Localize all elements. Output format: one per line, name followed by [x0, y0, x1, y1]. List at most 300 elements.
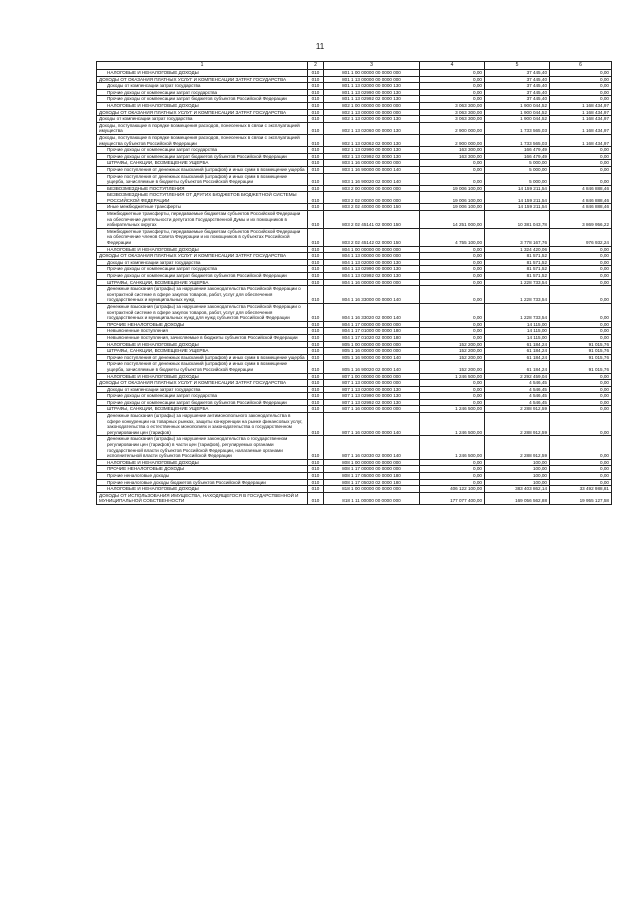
row-approved-cell: 0,00	[420, 259, 485, 266]
row-name-cell: Доходы от компенсации затрат государства	[97, 386, 308, 393]
row-approved-cell: 0,00	[420, 83, 485, 90]
row-line-code-cell: 010	[308, 266, 324, 273]
row-budget-code-cell: 804 1 16 33000 00 0000 140	[324, 286, 420, 304]
table-row	[97, 479, 612, 486]
row-name-cell: ПРОЧИЕ НЕНАЛОГОВЫЕ ДОХОДЫ	[97, 466, 308, 473]
table-row	[97, 253, 612, 260]
row-approved-cell: 152 200,00	[420, 348, 485, 355]
row-budget-code-cell: 805 1 00 00000 00 0000 000	[324, 341, 420, 348]
row-unexecuted-cell: 0,00	[550, 83, 612, 90]
row-line-code-cell: 010	[308, 459, 324, 466]
table-row	[97, 102, 612, 109]
row-unexecuted-cell: 0,00	[550, 393, 612, 400]
row-approved-cell: 3 063 300,00	[420, 102, 485, 109]
row-approved-cell: 0,00	[420, 266, 485, 273]
row-line-code-cell: 010	[308, 406, 324, 413]
row-line-code-cell: 010	[308, 286, 324, 304]
row-executed-cell: 14 159 211,54	[485, 192, 550, 204]
row-budget-code-cell: 804 1 16 00000 00 0000 000	[324, 279, 420, 286]
row-line-code-cell: 010	[308, 321, 324, 328]
row-unexecuted-cell: 91 015,76	[550, 354, 612, 361]
row-unexecuted-cell: 4 846 888,46	[550, 204, 612, 211]
row-budget-code-cell: 803 1 16 00000 00 0000 000	[324, 160, 420, 167]
row-name-cell: ДОХОДЫ ОТ ОКАЗАНИЯ ПЛАТНЫХ УСЛУГ И КОМПЕНСАЦИИ ЗАТРАТ ГОСУДАРСТВА	[97, 109, 308, 116]
row-approved-cell: 19 006 100,00	[420, 185, 485, 192]
row-executed-cell: 1 324 420,06	[485, 246, 550, 253]
row-line-code-cell: 010	[308, 341, 324, 348]
row-executed-cell: 61 184,24	[485, 341, 550, 348]
row-line-code-cell: 010	[308, 393, 324, 400]
row-executed-cell: 2 288 912,59	[485, 436, 550, 459]
row-executed-cell: 81 571,52	[485, 266, 550, 273]
row-unexecuted-cell: 0,00	[550, 273, 612, 280]
row-name-cell: ШТРАФЫ, САНКЦИИ, ВОЗМЕЩЕНИЕ УЩЕРБА	[97, 348, 308, 355]
row-budget-code-cell: 804 1 17 00000 00 0000 000	[324, 321, 420, 328]
table-row	[97, 328, 612, 335]
row-name-cell: НАЛОГОВЫЕ И НЕНАЛОГОВЫЕ ДОХОДЫ	[97, 486, 308, 493]
row-name-cell: НАЛОГОВЫЕ И НЕНАЛОГОВЫЕ ДОХОДЫ	[97, 459, 308, 466]
row-line-code-cell: 010	[308, 386, 324, 393]
row-executed-cell: 1 900 044,52	[485, 116, 550, 123]
row-executed-cell: 4 546,45	[485, 393, 550, 400]
row-executed-cell: 100,00	[485, 473, 550, 480]
row-executed-cell: 2 292 459,04	[485, 373, 550, 380]
row-line-code-cell: 010	[308, 492, 324, 504]
row-budget-code-cell: 801 1 13 02000 00 0000 130	[324, 83, 420, 90]
row-line-code-cell: 010	[308, 373, 324, 380]
row-executed-cell: 37 445,40	[485, 70, 550, 77]
row-unexecuted-cell: 0,00	[550, 259, 612, 266]
row-line-code-cell: 010	[308, 354, 324, 361]
table-row	[97, 393, 612, 400]
row-executed-cell: 14 159 211,54	[485, 185, 550, 192]
row-executed-cell: 1 228 733,54	[485, 279, 550, 286]
row-budget-code-cell: 804 1 13 02992 02 0000 130	[324, 273, 420, 280]
row-executed-cell: 2 288 912,59	[485, 406, 550, 413]
row-unexecuted-cell: 0,00	[550, 321, 612, 328]
row-line-code-cell: 010	[308, 486, 324, 493]
row-name-cell: Доходы, поступающие в порядке возмещения расходов, понесенных в связи с эксплуатацией имущества	[97, 122, 308, 134]
row-approved-cell: 0,00	[420, 399, 485, 406]
row-budget-code-cell: 803 2 00 00000 00 0000 000	[324, 185, 420, 192]
row-name-cell: Доходы от компенсации затрат государства	[97, 259, 308, 266]
row-unexecuted-cell: 0,00	[550, 399, 612, 406]
table-row	[97, 70, 612, 77]
row-approved-cell: 406 122 100,00	[420, 486, 485, 493]
row-unexecuted-cell: 1 168 434,97	[550, 109, 612, 116]
row-executed-cell: 37 445,40	[485, 96, 550, 103]
row-line-code-cell: 010	[308, 246, 324, 253]
row-line-code-cell: 010	[308, 185, 324, 192]
row-name-cell: Прочие доходы от компенсации затрат бюджетов субъектов Российской Федерации	[97, 273, 308, 280]
row-budget-code-cell: 805 1 16 90020 02 0000 140	[324, 361, 420, 373]
row-name-cell: Прочие доходы от компенсации затрат бюджетов субъектов Российской Федерации	[97, 96, 308, 103]
table-row	[97, 334, 612, 341]
row-approved-cell: 0,00	[420, 160, 485, 167]
row-budget-code-cell: 807 1 13 02992 02 0000 130	[324, 399, 420, 406]
row-unexecuted-cell: 976 932,24	[550, 228, 612, 246]
row-executed-cell: 2 288 912,59	[485, 413, 550, 436]
row-name-cell: Прочие доходы от компенсации затрат бюджетов субъектов Российской Федерации	[97, 399, 308, 406]
row-budget-code-cell: 802 1 00 00000 00 0000 000	[324, 102, 420, 109]
row-unexecuted-cell: 0,00	[550, 89, 612, 96]
row-budget-code-cell: 807 1 00 00000 00 0000 000	[324, 373, 420, 380]
row-executed-cell: 166 479,49	[485, 153, 550, 160]
row-executed-cell: 61 184,24	[485, 361, 550, 373]
row-approved-cell: 2 900 000,00	[420, 122, 485, 134]
row-approved-cell: 0,00	[420, 70, 485, 77]
row-executed-cell: 166 479,49	[485, 147, 550, 154]
row-name-cell: Прочие доходы от компенсации затрат государства	[97, 89, 308, 96]
row-budget-code-cell: 802 1 13 02000 00 0000 130	[324, 116, 420, 123]
row-name-cell: Межбюджетные трансферты, передаваемые бюджетам субъектов Российской Федерации на обеспечение деятельности депутатов Государственной Думы и их помощников в избирательных округах	[97, 211, 308, 229]
table-body	[97, 70, 612, 505]
table-row	[97, 406, 612, 413]
table-row	[97, 273, 612, 280]
row-approved-cell: 19 006 100,00	[420, 192, 485, 204]
row-name-cell: Прочие доходы от компенсации затрат государства	[97, 393, 308, 400]
row-unexecuted-cell: 1 168 434,97	[550, 134, 612, 146]
row-line-code-cell: 010	[308, 96, 324, 103]
row-executed-cell: 1 228 733,54	[485, 286, 550, 304]
row-name-cell: Прочие доходы от компенсации затрат государства	[97, 266, 308, 273]
table-row	[97, 153, 612, 160]
row-budget-code-cell: 803 2 02 45142 02 0000 150	[324, 228, 420, 246]
row-unexecuted-cell: 4 846 888,46	[550, 192, 612, 204]
column-header: 5	[485, 62, 550, 70]
row-approved-cell: 0,00	[420, 273, 485, 280]
row-unexecuted-cell: 0,00	[550, 76, 612, 83]
row-budget-code-cell: 803 2 02 45141 02 0000 150	[324, 211, 420, 229]
row-name-cell: НАЛОГОВЫЕ И НЕНАЛОГОВЫЕ ДОХОДЫ	[97, 373, 308, 380]
row-executed-cell: 14 159 211,54	[485, 204, 550, 211]
row-unexecuted-cell: 0,00	[550, 466, 612, 473]
row-unexecuted-cell: 0,00	[550, 147, 612, 154]
row-budget-code-cell: 804 1 13 02990 00 0000 130	[324, 266, 420, 273]
table-row	[97, 399, 612, 406]
table-row	[97, 246, 612, 253]
row-executed-cell: 37 445,40	[485, 76, 550, 83]
row-executed-cell: 5 000,00	[485, 173, 550, 185]
row-budget-code-cell: 818 1 11 00000 00 0000 000	[324, 492, 420, 504]
row-name-cell: БЕЗВОЗМЕЗДНЫЕ ПОСТУПЛЕНИЯ ОТ ДРУГИХ БЮДЖЕТОВ БЮДЖЕТНОЙ СИСТЕМЫ РОССИЙСКОЙ ФЕДЕРАЦИИ	[97, 192, 308, 204]
row-budget-code-cell: 805 1 16 90000 00 0000 140	[324, 354, 420, 361]
row-executed-cell: 61 184,24	[485, 348, 550, 355]
row-executed-cell: 4 546,45	[485, 386, 550, 393]
row-line-code-cell: 010	[308, 89, 324, 96]
row-budget-code-cell: 807 1 13 02990 00 0000 130	[324, 393, 420, 400]
row-unexecuted-cell: 91 015,76	[550, 348, 612, 355]
row-budget-code-cell: 808 1 17 05020 02 0000 180	[324, 479, 420, 486]
row-name-cell: НАЛОГОВЫЕ И НЕНАЛОГОВЫЕ ДОХОДЫ	[97, 70, 308, 77]
row-unexecuted-cell: 4 846 888,46	[550, 185, 612, 192]
row-name-cell: НАЛОГОВЫЕ И НЕНАЛОГОВЫЕ ДОХОДЫ	[97, 341, 308, 348]
row-approved-cell: 0,00	[420, 173, 485, 185]
row-line-code-cell: 010	[308, 259, 324, 266]
row-unexecuted-cell: 0,00	[550, 266, 612, 273]
table-row	[97, 211, 612, 229]
row-executed-cell: 1 733 565,03	[485, 122, 550, 134]
row-unexecuted-cell: 0,00	[550, 479, 612, 486]
row-unexecuted-cell: 0,00	[550, 303, 612, 321]
row-unexecuted-cell: 0,00	[550, 436, 612, 459]
row-unexecuted-cell: 0,00	[550, 253, 612, 260]
row-budget-code-cell: 804 1 00 00000 00 0000 000	[324, 246, 420, 253]
row-name-cell: Невыясненные поступления, зачисляемые в бюджеты субъектов Российской Федерации	[97, 334, 308, 341]
row-executed-cell: 14 115,00	[485, 334, 550, 341]
row-unexecuted-cell: 0,00	[550, 70, 612, 77]
row-unexecuted-cell: 0,00	[550, 406, 612, 413]
row-unexecuted-cell: 3 869 956,22	[550, 211, 612, 229]
row-approved-cell: 14 251 000,00	[420, 211, 485, 229]
row-executed-cell: 383 403 862,14	[485, 486, 550, 493]
row-name-cell: НАЛОГОВЫЕ И НЕНАЛОГОВЫЕ ДОХОДЫ	[97, 102, 308, 109]
row-line-code-cell: 010	[308, 192, 324, 204]
row-approved-cell: 152 200,00	[420, 341, 485, 348]
row-approved-cell: 0,00	[420, 459, 485, 466]
table-row	[97, 321, 612, 328]
page-number: 11	[315, 42, 325, 51]
row-executed-cell: 81 571,52	[485, 273, 550, 280]
row-approved-cell: 1 246 500,00	[420, 406, 485, 413]
row-line-code-cell: 010	[308, 122, 324, 134]
row-line-code-cell: 010	[308, 253, 324, 260]
row-budget-code-cell: 802 1 13 02060 00 0000 130	[324, 122, 420, 134]
table-row	[97, 303, 612, 321]
row-name-cell: Доходы, поступающие в порядке возмещения расходов, понесенных в связи с эксплуатацией имущества субъектов Российской Федерации	[97, 134, 308, 146]
row-line-code-cell: 010	[308, 436, 324, 459]
row-approved-cell: 0,00	[420, 479, 485, 486]
column-header: 2	[308, 62, 324, 70]
row-unexecuted-cell: 0,00	[550, 160, 612, 167]
table-row	[97, 259, 612, 266]
table-row	[97, 341, 612, 348]
row-unexecuted-cell: 19 955 127,58	[550, 492, 612, 504]
row-name-cell: Доходы от компенсации затрат государства	[97, 116, 308, 123]
row-line-code-cell: 010	[308, 399, 324, 406]
row-approved-cell: 0,00	[420, 334, 485, 341]
row-approved-cell: 0,00	[420, 466, 485, 473]
row-approved-cell: 1 246 500,00	[420, 413, 485, 436]
row-executed-cell: 81 571,52	[485, 259, 550, 266]
row-unexecuted-cell: 0,00	[550, 286, 612, 304]
row-approved-cell: 0,00	[420, 328, 485, 335]
table-row	[97, 116, 612, 123]
table-header-row	[97, 62, 612, 70]
row-unexecuted-cell: 0,00	[550, 328, 612, 335]
row-approved-cell: 152 200,00	[420, 354, 485, 361]
table-row	[97, 228, 612, 246]
table-row	[97, 204, 612, 211]
row-line-code-cell: 010	[308, 279, 324, 286]
row-unexecuted-cell: 0,00	[550, 380, 612, 387]
column-header: 6	[550, 62, 612, 70]
row-name-cell: ШТРАФЫ, САНКЦИИ, ВОЗМЕЩЕНИЕ УЩЕРБА	[97, 279, 308, 286]
row-executed-cell: 100,00	[485, 459, 550, 466]
row-line-code-cell: 010	[308, 83, 324, 90]
row-approved-cell: 0,00	[420, 473, 485, 480]
table-row	[97, 473, 612, 480]
table-row	[97, 89, 612, 96]
row-line-code-cell: 010	[308, 361, 324, 373]
row-name-cell: Прочие доходы от компенсации затрат бюджетов субъектов Российской Федерации	[97, 153, 308, 160]
table-row	[97, 185, 612, 192]
row-line-code-cell: 010	[308, 273, 324, 280]
table-row	[97, 279, 612, 286]
table-row	[97, 354, 612, 361]
row-budget-code-cell: 818 1 00 00000 00 0000 000	[324, 486, 420, 493]
row-budget-code-cell: 802 1 13 02992 02 0000 130	[324, 153, 420, 160]
row-line-code-cell: 010	[308, 116, 324, 123]
row-name-cell: Прочие поступления от денежных взысканий (штрафов) и иных сумм в возмещение ущерба, зачисляемые в бюджеты субъектов Российской Федерации	[97, 173, 308, 185]
row-budget-code-cell: 801 1 13 02990 00 0000 130	[324, 89, 420, 96]
table-row	[97, 436, 612, 459]
table-row	[97, 173, 612, 185]
row-line-code-cell: 010	[308, 102, 324, 109]
row-approved-cell: 3 063 300,00	[420, 109, 485, 116]
table-row	[97, 466, 612, 473]
row-budget-code-cell: 804 1 16 33020 02 0000 140	[324, 303, 420, 321]
table-row	[97, 166, 612, 173]
row-approved-cell: 0,00	[420, 321, 485, 328]
row-executed-cell: 4 546,45	[485, 380, 550, 387]
row-approved-cell: 1 246 500,00	[420, 436, 485, 459]
row-unexecuted-cell: 1 168 434,97	[550, 122, 612, 134]
table-row	[97, 147, 612, 154]
row-budget-code-cell: 804 1 13 02000 00 0000 130	[324, 259, 420, 266]
row-approved-cell: 177 077 400,00	[420, 492, 485, 504]
table-row	[97, 192, 612, 204]
row-executed-cell: 14 115,00	[485, 321, 550, 328]
row-approved-cell: 152 200,00	[420, 361, 485, 373]
row-budget-code-cell: 808 1 17 00000 00 0000 000	[324, 466, 420, 473]
row-approved-cell: 0,00	[420, 76, 485, 83]
row-line-code-cell: 010	[308, 479, 324, 486]
row-name-cell: ДОХОДЫ ОТ ИСПОЛЬЗОВАНИЯ ИМУЩЕСТВА, НАХОДЯЩЕГОСЯ В ГОСУДАРСТВЕННОЙ И МУНИЦИПАЛЬНОЙ СОБСТВЕННОСТИ	[97, 492, 308, 504]
row-line-code-cell: 010	[308, 134, 324, 146]
row-line-code-cell: 010	[308, 334, 324, 341]
table-row	[97, 413, 612, 436]
table-row	[97, 361, 612, 373]
row-line-code-cell: 010	[308, 109, 324, 116]
table-row	[97, 266, 612, 273]
row-unexecuted-cell: 0,00	[550, 373, 612, 380]
column-header: 1	[97, 62, 308, 70]
table-row	[97, 380, 612, 387]
row-executed-cell: 37 445,40	[485, 89, 550, 96]
row-approved-cell: 2 900 000,00	[420, 134, 485, 146]
row-budget-code-cell: 803 2 02 00000 00 0000 000	[324, 192, 420, 204]
row-name-cell: БЕЗВОЗМЕЗДНЫЕ ПОСТУПЛЕНИЯ	[97, 185, 308, 192]
row-line-code-cell: 010	[308, 473, 324, 480]
row-unexecuted-cell: 0,00	[550, 153, 612, 160]
row-budget-code-cell: 804 1 17 01020 02 0000 180	[324, 334, 420, 341]
revenue-table	[96, 61, 612, 505]
table-row	[97, 486, 612, 493]
row-approved-cell: 0,00	[420, 166, 485, 173]
row-unexecuted-cell: 33 492 988,81	[550, 486, 612, 493]
row-executed-cell: 100,00	[485, 466, 550, 473]
row-name-cell: ДОХОДЫ ОТ ОКАЗАНИЯ ПЛАТНЫХ УСЛУГ И КОМПЕНСАЦИИ ЗАТРАТ ГОСУДАРСТВА	[97, 253, 308, 260]
row-approved-cell: 3 063 300,00	[420, 116, 485, 123]
row-unexecuted-cell: 0,00	[550, 279, 612, 286]
row-approved-cell: 0,00	[420, 253, 485, 260]
row-approved-cell: 163 300,00	[420, 153, 485, 160]
table-row	[97, 373, 612, 380]
row-line-code-cell: 010	[308, 204, 324, 211]
row-budget-code-cell: 802 1 13 02062 02 0000 130	[324, 134, 420, 146]
row-approved-cell: 0,00	[420, 386, 485, 393]
table-row	[97, 492, 612, 504]
row-approved-cell: 1 246 500,00	[420, 373, 485, 380]
row-budget-code-cell: 807 1 16 00000 00 0000 000	[324, 406, 420, 413]
row-line-code-cell: 010	[308, 348, 324, 355]
row-budget-code-cell: 804 1 17 01000 00 0000 180	[324, 328, 420, 335]
row-name-cell: Иные межбюджетные трансферты	[97, 204, 308, 211]
row-executed-cell: 10 381 043,78	[485, 211, 550, 229]
row-line-code-cell: 010	[308, 413, 324, 436]
row-unexecuted-cell: 1 168 434,97	[550, 116, 612, 123]
table-row	[97, 96, 612, 103]
row-budget-code-cell: 803 2 02 40000 00 0000 150	[324, 204, 420, 211]
row-executed-cell: 14 115,00	[485, 328, 550, 335]
row-name-cell: ПРОЧИЕ НЕНАЛОГОВЫЕ ДОХОДЫ	[97, 321, 308, 328]
row-line-code-cell: 010	[308, 380, 324, 387]
row-line-code-cell: 010	[308, 70, 324, 77]
table-row	[97, 348, 612, 355]
row-executed-cell: 169 056 562,88	[485, 492, 550, 504]
row-unexecuted-cell: 0,00	[550, 334, 612, 341]
row-executed-cell: 5 000,00	[485, 160, 550, 167]
table-row	[97, 286, 612, 304]
row-name-cell: Прочие доходы от компенсации затрат государства	[97, 147, 308, 154]
row-unexecuted-cell: 0,00	[550, 173, 612, 185]
row-unexecuted-cell: 0,00	[550, 96, 612, 103]
row-executed-cell: 1 733 565,03	[485, 134, 550, 146]
row-budget-code-cell: 802 1 13 02990 00 0000 130	[324, 147, 420, 154]
row-name-cell: ШТРАФЫ, САНКЦИИ, ВОЗМЕЩЕНИЕ УЩЕРБА	[97, 160, 308, 167]
row-line-code-cell: 010	[308, 328, 324, 335]
row-approved-cell: 0,00	[420, 279, 485, 286]
row-unexecuted-cell: 0,00	[550, 386, 612, 393]
row-name-cell: Денежные взыскания (штрафы) за нарушение законодательства Российской Федерации о контрактной системе в сфере закупок товаров, работ, услуг для обеспечения государственных и муниципальных нужд	[97, 286, 308, 304]
row-budget-code-cell: 805 1 16 00000 00 0000 000	[324, 348, 420, 355]
row-approved-cell: 0,00	[420, 89, 485, 96]
row-line-code-cell: 010	[308, 211, 324, 229]
row-line-code-cell: 010	[308, 76, 324, 83]
table-row	[97, 109, 612, 116]
row-budget-code-cell: 807 1 13 00000 00 0000 000	[324, 380, 420, 387]
row-executed-cell: 37 445,40	[485, 83, 550, 90]
row-budget-code-cell: 801 1 00 00000 00 0000 000	[324, 70, 420, 77]
row-unexecuted-cell: 91 015,76	[550, 361, 612, 373]
row-line-code-cell: 010	[308, 303, 324, 321]
row-approved-cell: 0,00	[420, 246, 485, 253]
row-line-code-cell: 010	[308, 160, 324, 167]
row-budget-code-cell: 803 1 16 90020 02 0000 140	[324, 173, 420, 185]
row-approved-cell: 0,00	[420, 393, 485, 400]
row-budget-code-cell: 807 1 16 02030 02 0000 140	[324, 436, 420, 459]
row-line-code-cell: 010	[308, 147, 324, 154]
row-name-cell: Прочие неналоговые доходы	[97, 473, 308, 480]
row-executed-cell: 3 778 167,76	[485, 228, 550, 246]
row-budget-code-cell: 802 1 13 00000 00 0000 000	[324, 109, 420, 116]
row-executed-cell: 5 000,00	[485, 166, 550, 173]
table-row	[97, 160, 612, 167]
row-name-cell: Прочие поступления от денежных взысканий (штрафов) и иных сумм в возмещение ущерба	[97, 354, 308, 361]
row-name-cell: Невыясненные поступления	[97, 328, 308, 335]
row-line-code-cell: 010	[308, 466, 324, 473]
